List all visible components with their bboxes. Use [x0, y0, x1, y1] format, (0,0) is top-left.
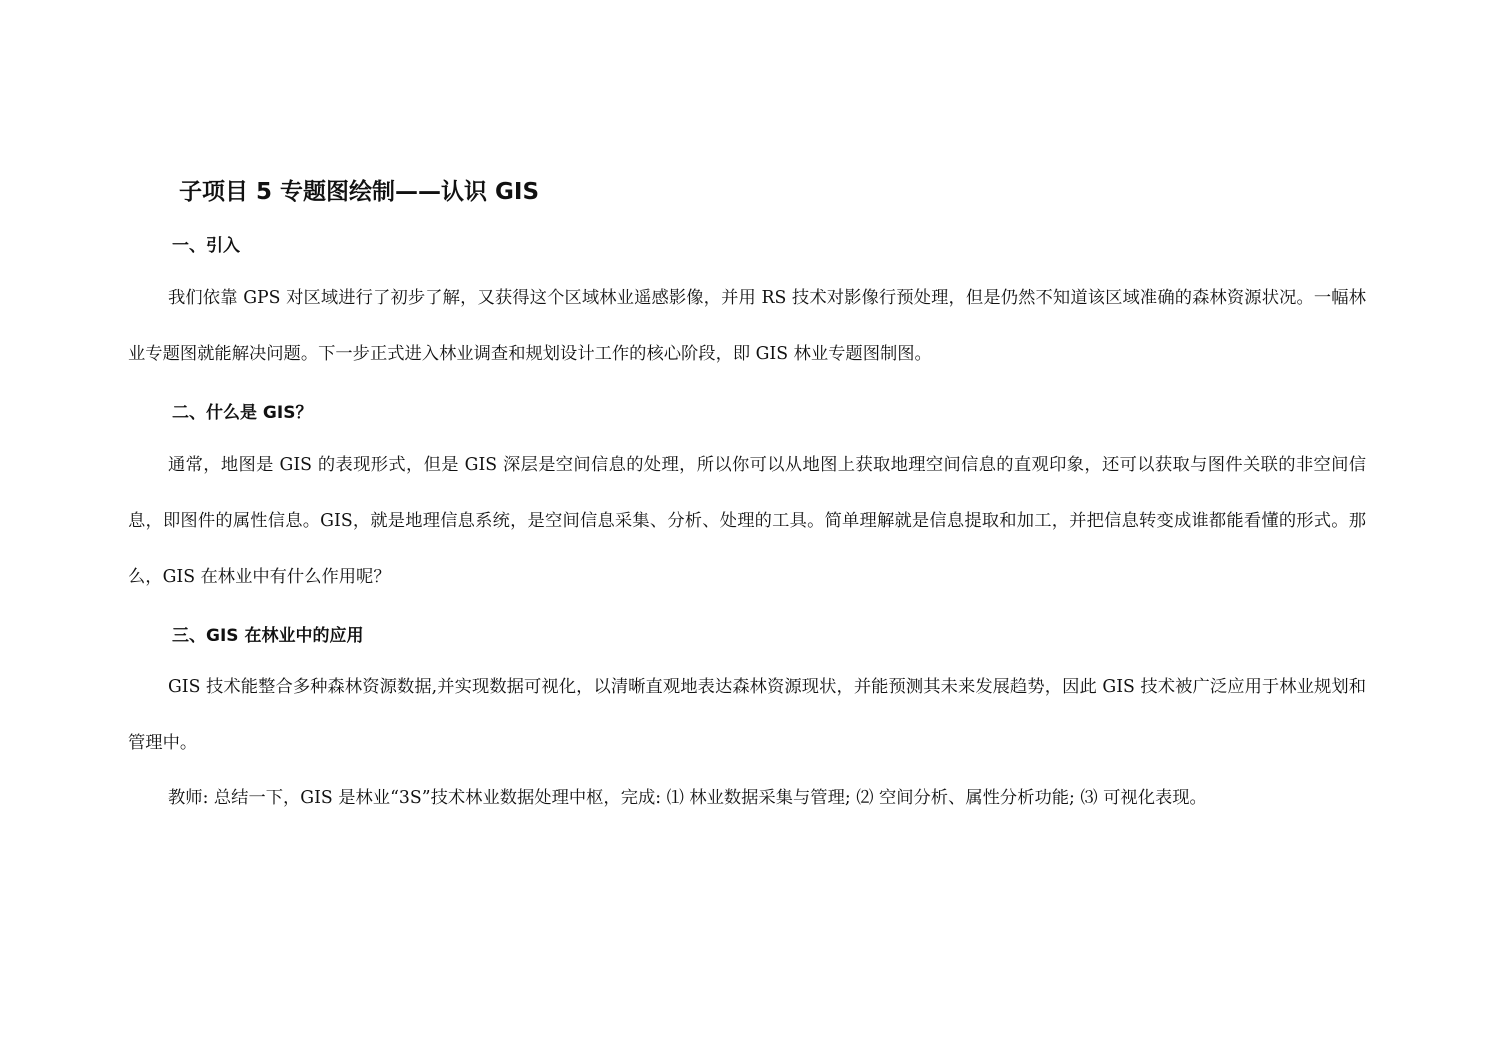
section-heading-gis-application: 三、GIS 在林业中的应用: [172, 626, 364, 646]
gis-application-paragraph: GIS 技术能整合多种森林资源数据,并实现数据可视化，以清晰直观地表达森林资源现状，并能预测其未来发展趋势，因此 GIS 技术被广泛应用于林业规划和管理中。: [128, 677, 1366, 753]
intro-paragraph: 我们依靠 GPS 对区域进行了初步了解，又获得这个区域林业遥感影像，并用 RS 技术对影像行预处理，但是仍然不知道该区域准确的森林资源状况。一幅林业专题图就能解决问题。下一步正式进入林业调查和规划设计工作的核心阶段，即 GIS 林业专题图制图。: [128, 288, 1366, 364]
document-title: 子项目 5 专题图绘制——认识 GIS: [179, 179, 540, 205]
teacher-summary-paragraph: 教师: 总结一下，GIS 是林业“3S”技术林业数据处理中枢，完成: ⑴ 林业数据采集与管理; ⑵ 空间分析、属性分析功能; ⑶ 可视化表现。: [168, 788, 1207, 808]
what-is-gis-paragraph: 通常，地图是 GIS 的表现形式，但是 GIS 深层是空间信息的处理，所以你可以从地图上获取地理空间信息的直观印象，还可以获取与图件关联的非空间信息，即图件的属性信息。GIS，就是地理信息系统，是空间信息采集、分析、处理的工具。简单理解就是信息提取和加工，并把信息转变成谁都能看懂的形式。那么，GIS 在林业中有什么作用呢？: [128, 455, 1366, 587]
section-heading-intro: 一、引入: [172, 236, 240, 256]
section-heading-what-is-gis: 二、什么是 GIS？: [172, 403, 313, 423]
